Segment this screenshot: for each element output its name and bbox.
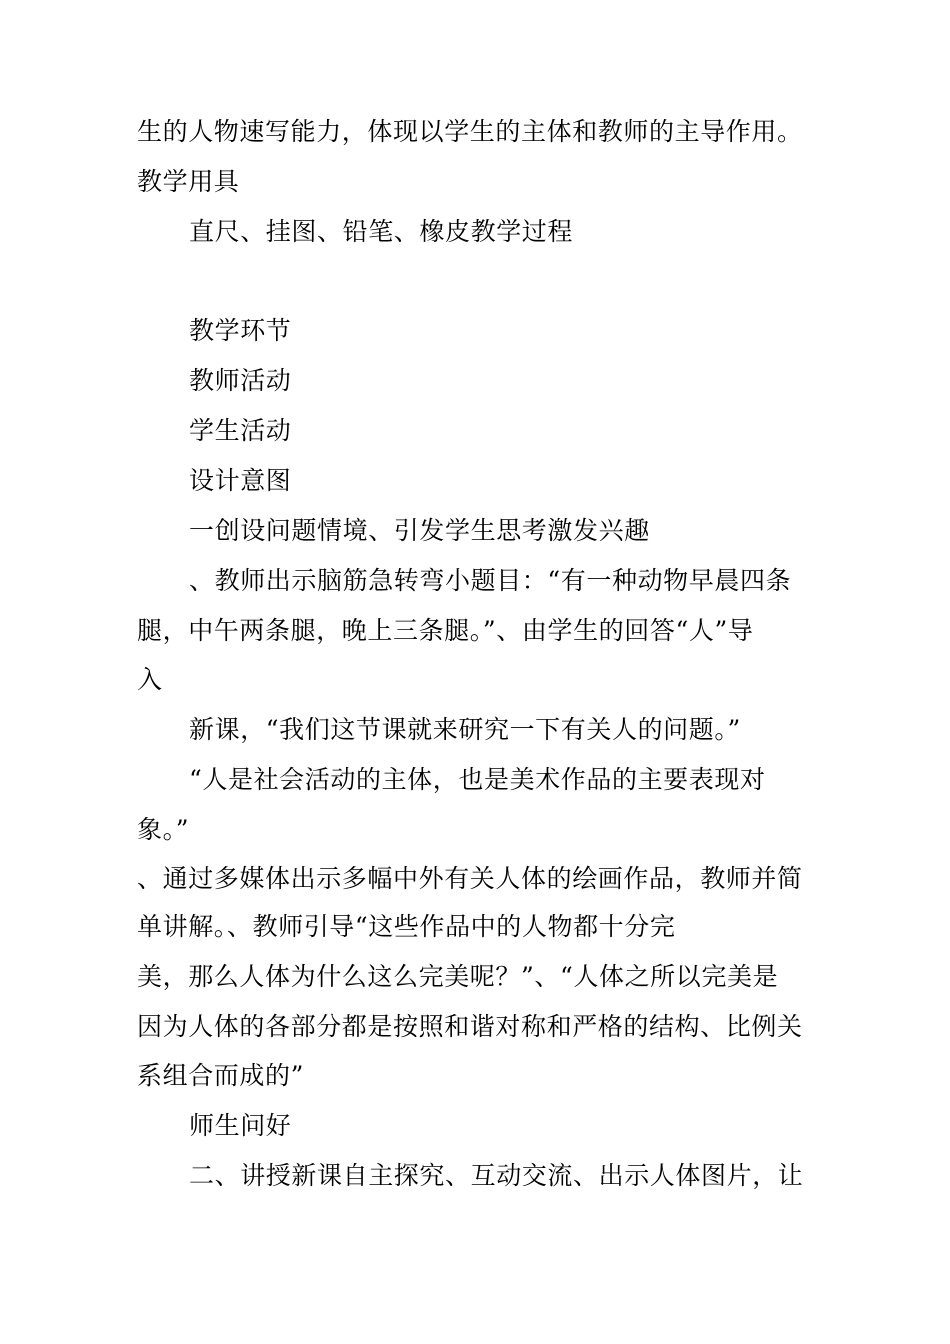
text-line: 教学用具 <box>137 167 240 196</box>
text-line: “人是社会活动的主体，也是美术作品的主要表现对 <box>189 765 766 794</box>
text-line: 一创设问题情境、引发学生思考激发兴趣 <box>189 516 650 545</box>
text-line: 教学环节 <box>189 316 292 345</box>
text-line: 新课，“我们这节课就来研究一下有关人的问题。” <box>189 715 741 744</box>
text-line: 师生问好 <box>189 1111 292 1140</box>
text-line: 因为人体的各部分都是按照和谐对称和严格的结构、比例关 <box>137 1012 803 1041</box>
text-line: 象。” <box>137 815 190 844</box>
text-line: 设计意图 <box>189 466 292 495</box>
text-line: 单讲解。、教师引导“这些作品中的人物都十分完 <box>137 912 676 941</box>
text-line: 、教师出示脑筋急转弯小题目：“有一种动物早晨四条 <box>189 566 792 595</box>
text-line: 入 <box>137 665 163 694</box>
text-line: 二、讲授新课自主探究、互动交流、出示人体图片，让 <box>189 1161 804 1190</box>
text-line: 腿，中午两条腿，晚上三条腿。”、由学生的回答“人”导 <box>137 616 754 645</box>
text-line: 系组合而成的” <box>137 1061 304 1090</box>
text-line: 生的人物速写能力，体现以学生的主体和教师的主导作用。 <box>137 117 803 146</box>
text-line: 教师活动 <box>189 366 292 395</box>
text-line: 、通过多媒体出示多幅中外有关人体的绘画作品，教师并简 <box>137 864 803 893</box>
text-line: 学生活动 <box>189 416 292 445</box>
text-line: 美，那么人体为什么这么完美呢？”、“人体之所以完美是 <box>137 962 779 991</box>
text-line: 直尺、挂图、铅笔、橡皮教学过程 <box>189 217 574 246</box>
